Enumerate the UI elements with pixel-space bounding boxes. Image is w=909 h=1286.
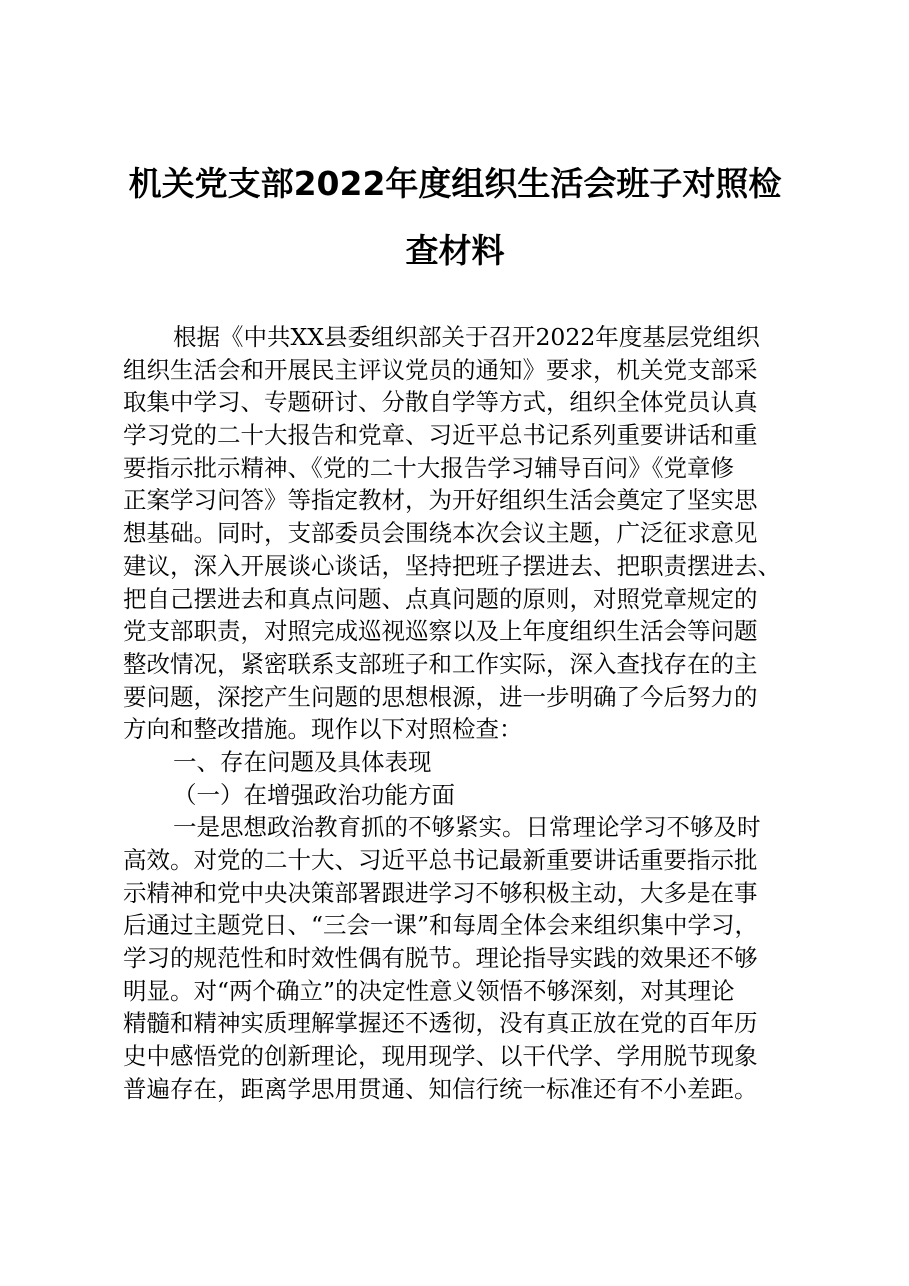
- paragraph-line: 后通过主题党日、“三会一课”和每周全体会来组织集中学习，: [123, 911, 759, 940]
- paragraph-line: 党支部职责，对照完成巡视巡察以及上年度组织生活会等问题: [123, 617, 758, 646]
- paragraph-line: 建议，深入开展谈心谈话，坚持把班子摆进去、把职责摆进去、: [123, 551, 781, 580]
- paragraph-line: 想基础。同时，支部委员会围绕本次会议主题，广泛征求意见: [123, 519, 758, 548]
- paragraph-line: 取集中学习、专题研讨、分散自学等方式，组织全体党员认真: [123, 388, 758, 417]
- paragraph-line: 把自己摆进去和真点问题、点真问题的原则，对照党章规定的: [123, 584, 758, 613]
- paragraph-line: 要问题，深挖产生问题的思想根源，进一步明确了今后努力的: [123, 682, 758, 711]
- document-title-line-1: 机关党支部2022年度组织生活会班子对照检: [128, 164, 782, 203]
- document-body: [123, 321, 795, 1106]
- paragraph-line: 要指示批示精神、《党的二十大报告学习辅导百问》《党章修: [123, 453, 734, 482]
- paragraph-line: 示精神和党中央决策部署跟进学习不够积极主动，大多是在事: [123, 878, 758, 907]
- subsection-heading: （一）在增强政治功能方面: [173, 780, 455, 809]
- paragraph-line: 整改情况，紧密联系支部班子和工作实际，深入查找存在的主: [123, 649, 758, 678]
- paragraph-line: 史中感悟党的创新理论，现用现学、以干代学、学用脱节现象: [123, 1042, 758, 1071]
- paragraph-line: 学习党的二十大报告和党章、习近平总书记系列重要讲话和重: [123, 421, 758, 450]
- paragraph-line: 高效。对党的二十大、习近平总书记最新重要讲话重要指示批: [123, 846, 758, 874]
- paragraph-line: 普遍存在，距离学思用贯通、知信行统一标准还有不小差距。: [123, 1074, 758, 1103]
- paragraph-line: 学习的规范性和时效性偶有脱节。理论指导实践的效果还不够: [123, 944, 758, 973]
- paragraph-line: 根据《中共XX县委组织部关于召开2022年度基层党组织: [173, 323, 760, 351]
- paragraph-line: 方向和整改措施。现作以下对照检查：: [123, 715, 523, 744]
- paragraph-line: 一是思想政治教育抓的不够紧实。日常理论学习不够及时: [173, 813, 761, 842]
- paragraph-line: 精髓和精神实质理解掌握还不透彻，没有真正放在党的百年历: [123, 1009, 758, 1038]
- paragraph-line: 明显。对“两个确立”的决定性意义领悟不够深刻，对其理论: [123, 976, 735, 1005]
- paragraph-line: 正案学习问答》等指定教材，为开好组织生活会奠定了坚实思: [123, 486, 758, 515]
- section-heading: 一、存在问题及具体表现: [173, 747, 432, 776]
- document-title-line-2: 查材料: [405, 231, 505, 270]
- paragraph-line: 组织生活会和开展民主评议党员的通知》要求，机关党支部采: [123, 355, 758, 384]
